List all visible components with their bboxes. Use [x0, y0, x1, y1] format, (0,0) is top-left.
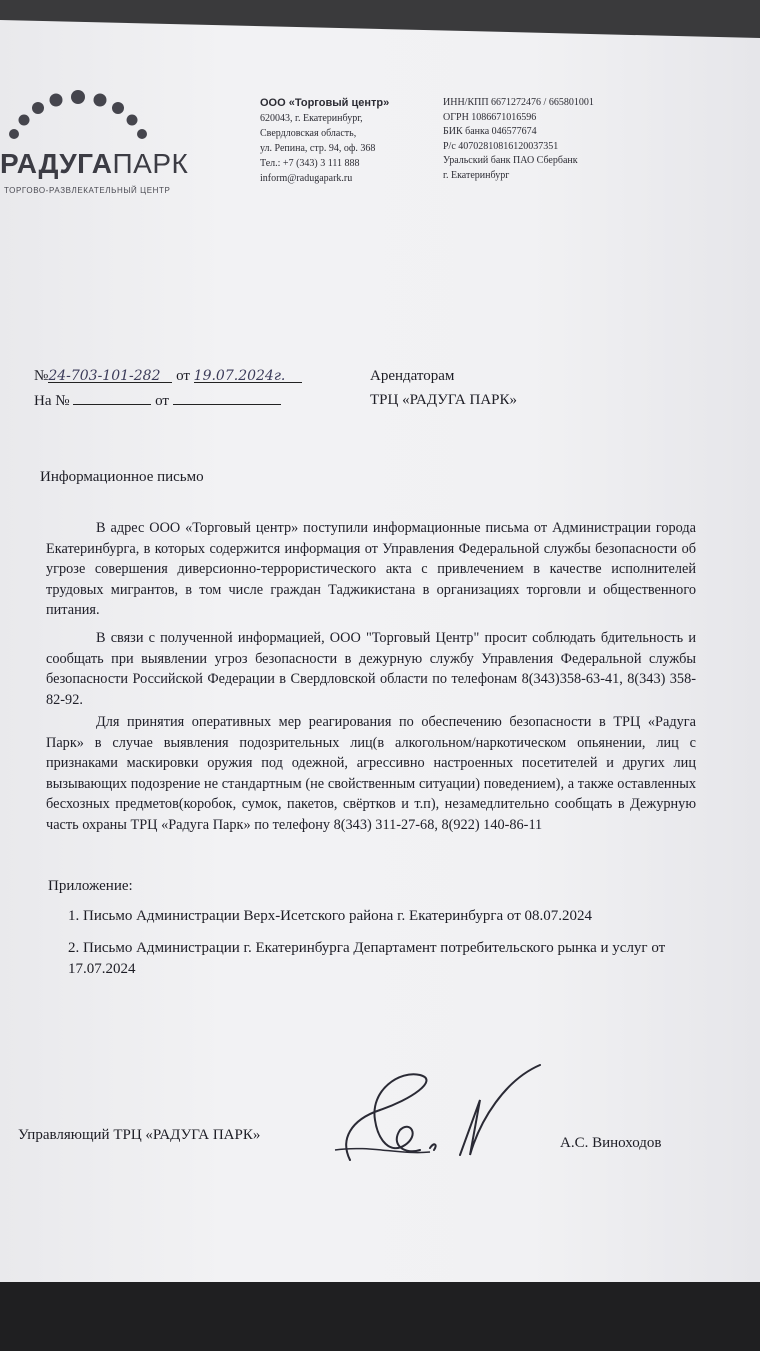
signatory-position: Управляющий ТРЦ «РАДУГА ПАРК»	[18, 1127, 261, 1143]
logo-wordmark-light: ПАРК	[112, 148, 189, 179]
bank-line: ОГРН 1086671016596	[443, 111, 537, 123]
reply-date-label: от	[155, 393, 169, 409]
logo-dot	[9, 129, 19, 139]
bank-details	[443, 96, 594, 184]
logo-dot	[50, 94, 63, 107]
date-label: от	[176, 368, 190, 384]
logo-subtitle: ТОРГОВО-РАЗВЛЕКАТЕЛЬНЫЙ ЦЕНТР	[4, 186, 171, 195]
company-address-line: 620043, г. Екатеринбург,	[260, 113, 363, 124]
logo-dot	[94, 94, 107, 107]
logo-dot	[32, 102, 44, 114]
appendix-title: Приложение:	[48, 878, 133, 894]
reply-number-blank	[73, 390, 151, 405]
signatory-name: А.С. Виноходов	[560, 1135, 662, 1151]
logo-dot	[71, 90, 85, 104]
bank-line: г. Екатеринбург	[443, 169, 510, 181]
company-details	[260, 96, 389, 186]
reply-label: На №	[34, 393, 70, 409]
logo-dot	[19, 115, 30, 126]
logo-dot	[112, 102, 124, 114]
bank-line: Р/с 40702810816120037351	[443, 140, 559, 152]
appendix-item: 2. Письмо Администрации г. Екатеринбурга Департамент потребительского рынка и услуг от 17.07.2024	[68, 940, 666, 977]
logo-dot	[137, 129, 147, 139]
company-phone: Тел.: +7 (343) 3 111 888	[260, 158, 360, 169]
reply-date-blank	[173, 390, 281, 405]
logo-wordmark-bold: РАДУГА	[0, 148, 113, 179]
number-handwritten: 24-703-101-282	[48, 368, 172, 383]
appendix-item: 1. Письмо Администрации Верх-Исетского района г. Екатеринбурга от 08.07.2024	[68, 908, 593, 924]
bank-line: БИК банка 046577674	[443, 126, 537, 138]
rainbow-dots-logo-icon	[0, 88, 150, 148]
letter-title: Информационное письмо	[40, 469, 204, 485]
table-surface	[0, 1282, 760, 1351]
bank-line: Уральский банк ПАО Сбербанк	[443, 155, 578, 167]
addressee-line: Арендаторам	[370, 368, 455, 384]
body-paragraph: В адрес ООО «Торговый центр» поступили информационные письма от Администрации города Екатеринбурга, в которых содержится информация от Управления Федеральной службы безопасности об угрозе совершения диверсионно-террористического акта с привлечением в качестве исполнителей трудовых мигрантов, в том числе граждан Таджикистана в организациях торговли и общественного питания.	[46, 520, 696, 618]
bank-line: ИНН/КПП 6671272476 / 665801001	[443, 97, 594, 108]
company-address-line: Свердловская область,	[260, 128, 357, 139]
outgoing-number-row	[34, 368, 302, 385]
addressee-block	[370, 364, 517, 412]
logo-dot	[127, 115, 138, 126]
company-name: ООО «Торговый центр»	[260, 97, 390, 109]
company-address-line: ул. Репина, стр. 94, оф. 368	[260, 143, 376, 154]
logo-wordmark	[0, 148, 188, 180]
company-email: inform@radugapark.ru	[260, 173, 353, 184]
body-paragraph: В связи с полученной информацией, ООО "Торговый Центр" просит соблюдать бдительность и сообщать при выявлении угроз безопасности в дежурную службу Управления Федеральной службы безопасности Российской Федерации в Свердловской области по телефонам 8(343)358-63-41, 8(343) 358-82-92.	[46, 630, 696, 708]
number-label: №	[34, 368, 49, 384]
body-paragraph: Для принятия оперативных мер реагирования по обеспечению безопасности в ТРЦ «Радуга Парк» в случае выявления подозрительных лиц(в алкогольном/наркотическом опьянении, лиц с признаками маскировки оружия под одежной, агрессивно настроенных посетителей и других лиц вызывающих подозрение не стандартным (не свойственным ситуации) поведением), а также оставленных бесхозных предметов(коробок, сумок, пакетов, свёртков и т.п), незамедлительно сообщать в Дежурную часть охраны ТРЦ «Радуга Парк» по телефону 8(343) 311-27-68, 8(922) 140-86-11	[46, 714, 696, 833]
handwritten-signature-icon	[330, 1060, 560, 1180]
date-handwritten: 19.07.2024г.	[194, 368, 302, 383]
reply-number-row	[34, 390, 281, 410]
addressee-line: ТРЦ «РАДУГА ПАРК»	[370, 392, 518, 408]
